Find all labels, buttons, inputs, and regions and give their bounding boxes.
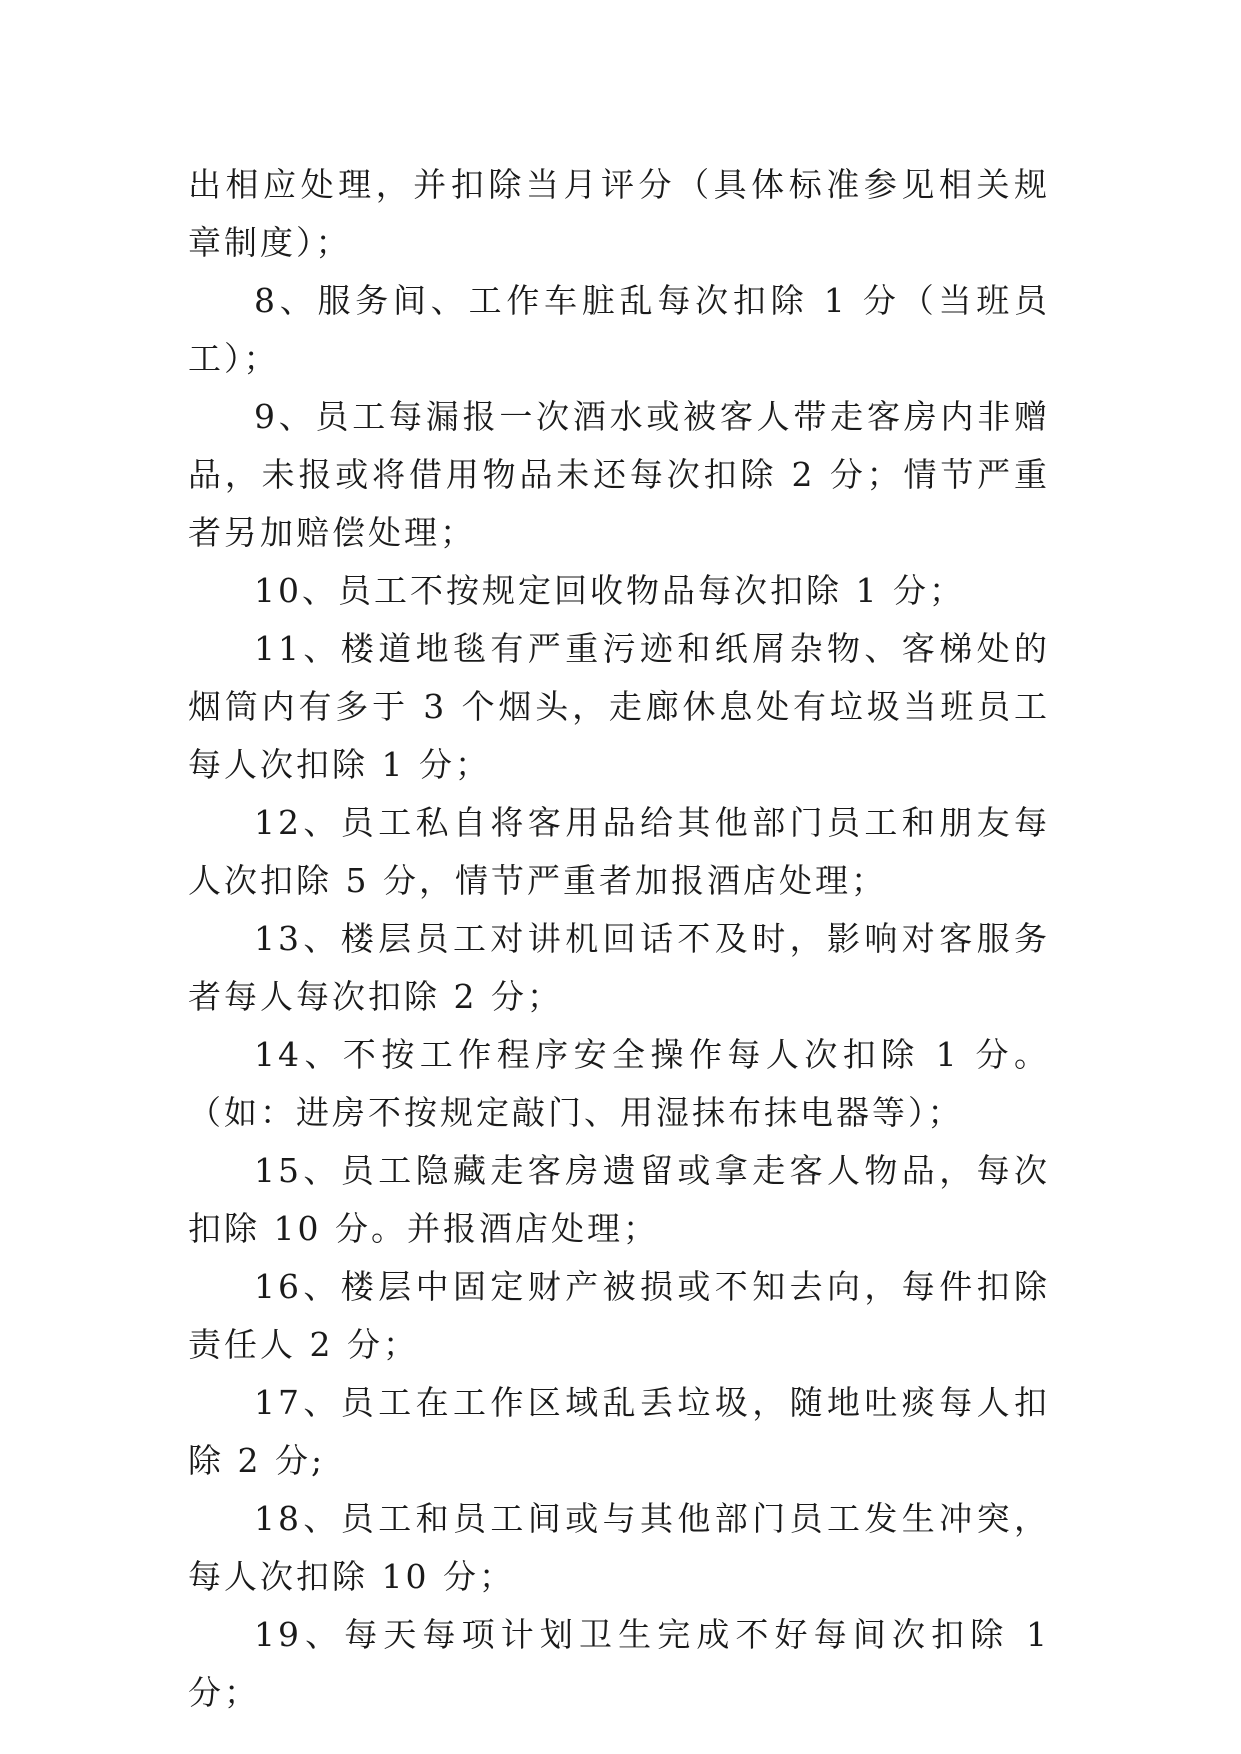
document-body bbox=[188, 156, 1050, 1722]
list-item-12: 12、员工私自将客用品给其他部门员工和朋友每人次扣除 5 分，情节严重者加报酒店处理； bbox=[188, 803, 1050, 900]
list-item-11: 11、楼道地毯有严重污迹和纸屑杂物、客梯处的烟筒内有多于 3 个烟头，走廊休息处有垃圾当班员工每人次扣除 1 分； bbox=[188, 629, 1050, 784]
list-item-19: 19、每天每项计划卫生完成不好每间次扣除 1 分； bbox=[188, 1615, 1050, 1712]
paragraph-continuation: 出相应处理，并扣除当月评分（具体标准参见相关规章制度）； bbox=[188, 165, 1050, 262]
list-item-9: 9、员工每漏报一次酒水或被客人带走客房内非赠品，未报或将借用物品未还每次扣除 2 分；情节严重者另加赔偿处理； bbox=[188, 397, 1050, 552]
list-item-10: 10、员工不按规定回收物品每次扣除 1 分； bbox=[254, 571, 965, 610]
list-item-13: 13、楼层员工对讲机回话不及时，影响对客服务者每人每次扣除 2 分； bbox=[188, 919, 1050, 1016]
list-item-15: 15、员工隐藏走客房遗留或拿走客人物品，每次扣除 10 分。并报酒店处理； bbox=[188, 1151, 1050, 1248]
list-item-17: 17、员工在工作区域乱丢垃圾，随地吐痰每人扣除 2 分; bbox=[188, 1383, 1050, 1480]
list-item-16: 16、楼层中固定财产被损或不知去向，每件扣除责任人 2 分； bbox=[188, 1267, 1050, 1364]
list-item-14: 14、不按工作程序安全操作每人次扣除 1 分。（如：进房不按规定敲门、用湿抹布抹电器等）； bbox=[188, 1035, 1050, 1132]
list-item-8: 8、服务间、工作车脏乱每次扣除 1 分（当班员工）； bbox=[188, 281, 1050, 378]
list-item-18: 18、员工和员工间或与其他部门员工发生冲突，每人次扣除 10 分； bbox=[188, 1499, 1050, 1596]
